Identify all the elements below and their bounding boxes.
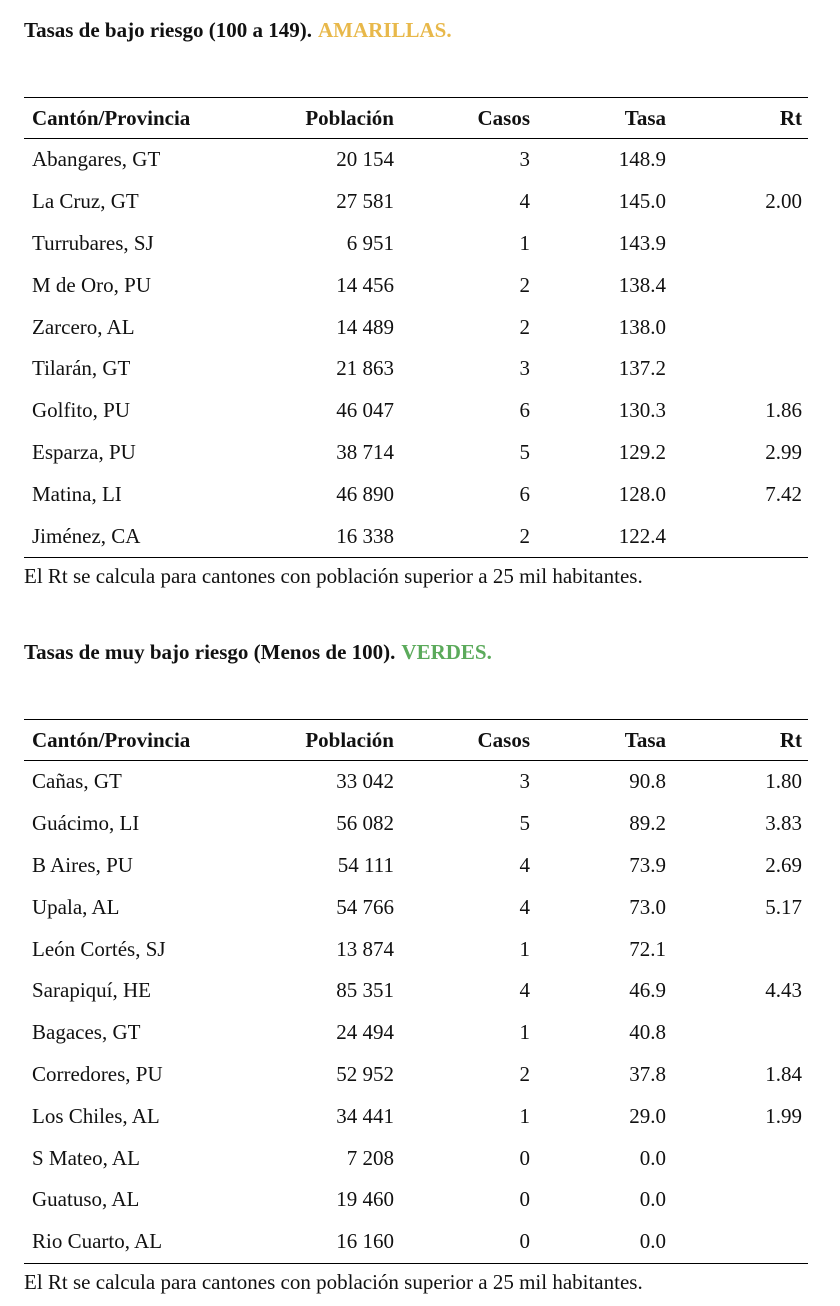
table-row: [24, 928, 808, 970]
cases-cell: 5: [519, 811, 530, 836]
cases-cell: 3: [519, 147, 530, 172]
table-footnote: El Rt se calcula para cantones con población superior a 25 mil habitantes.: [24, 1269, 643, 1294]
column-header-rate: Tasa: [624, 727, 666, 752]
cases-cell: 4: [519, 852, 530, 877]
table-row: [24, 803, 808, 845]
cases-cell: 1: [519, 230, 530, 255]
cases-cell: 4: [519, 894, 530, 919]
rt-cell: 1.99: [765, 1103, 802, 1128]
canton-cell: Tilarán, GT: [32, 356, 131, 381]
table-row: [24, 390, 808, 432]
rate-cell: 29.0: [629, 1103, 666, 1128]
rate-cell: 143.9: [618, 230, 666, 255]
cases-cell: 5: [519, 439, 530, 464]
table-row: [24, 1054, 808, 1096]
table-row: [24, 139, 808, 181]
rate-cell: 73.0: [629, 894, 666, 919]
rate-cell: 122.4: [618, 523, 666, 548]
table-row: [24, 348, 808, 390]
rt-cell: 5.17: [765, 894, 802, 919]
cases-cell: 3: [519, 356, 530, 381]
rate-cell: 40.8: [629, 1020, 666, 1045]
canton-cell: Jiménez, CA: [32, 523, 141, 548]
table-row: [24, 761, 808, 803]
canton-cell: La Cruz, GT: [32, 189, 139, 214]
column-header-rt: Rt: [779, 727, 802, 752]
cases-cell: 6: [519, 398, 530, 423]
column-header-population: Población: [305, 105, 394, 130]
rate-cell: 128.0: [618, 481, 666, 506]
table-row: [24, 1012, 808, 1054]
canton-cell: S Mateo, AL: [32, 1145, 140, 1170]
cases-cell: 4: [519, 978, 530, 1003]
rate-cell: 89.2: [629, 811, 666, 836]
rate-cell: 90.8: [629, 769, 666, 794]
rate-cell: 145.0: [618, 189, 666, 214]
cases-cell: 2: [519, 523, 530, 548]
canton-cell: Turrubares, SJ: [32, 230, 154, 255]
canton-cell: Sarapiquí, HE: [32, 978, 151, 1003]
very-low-risk-table: [24, 719, 808, 1295]
risk-color-tag: VERDES.: [401, 640, 492, 664]
canton-cell: Los Chiles, AL: [32, 1103, 160, 1128]
table-bottom-rule: [24, 557, 808, 558]
table-row: [24, 264, 808, 306]
rt-cell: 7.42: [765, 481, 802, 506]
rt-cell: 2.00: [765, 189, 802, 214]
table-row: [24, 1095, 808, 1137]
column-header-population: Población: [305, 727, 394, 752]
table-row: [24, 886, 808, 928]
table-row: [24, 306, 808, 348]
canton-cell: Matina, LI: [32, 481, 122, 506]
canton-cell: León Cortés, SJ: [32, 936, 166, 961]
section-heading-low-risk: [24, 18, 452, 43]
rate-cell: 137.2: [618, 356, 666, 381]
population-cell: 54 766: [336, 894, 394, 919]
section-title: Tasas de bajo riesgo (100 a 149).: [24, 18, 312, 42]
population-cell: 7 208: [346, 1145, 394, 1170]
cases-cell: 2: [519, 314, 530, 339]
cases-cell: 2: [519, 1061, 530, 1086]
population-cell: 6 951: [346, 230, 394, 255]
column-header-rate: Tasa: [624, 105, 666, 130]
rt-cell: 4.43: [765, 978, 802, 1003]
canton-cell: M de Oro, PU: [32, 272, 151, 297]
table-row: [24, 1137, 808, 1179]
section-title: Tasas de muy bajo riesgo (Menos de 100).: [24, 640, 396, 664]
canton-cell: Esparza, PU: [32, 439, 136, 464]
cases-cell: 0: [519, 1187, 530, 1212]
table-row: [24, 970, 808, 1012]
population-cell: 16 338: [336, 523, 394, 548]
table-row: [24, 1179, 808, 1221]
cases-cell: 0: [519, 1145, 530, 1170]
rt-cell: 1.86: [765, 398, 802, 423]
table-footnote: El Rt se calcula para cantones con población superior a 25 mil habitantes.: [24, 563, 643, 588]
column-header-cases: Casos: [477, 105, 530, 130]
canton-cell: Cañas, GT: [32, 769, 122, 794]
column-header-canton: Cantón/Provincia: [32, 105, 191, 130]
canton-cell: Abangares, GT: [32, 147, 161, 172]
low-risk-table: [24, 97, 808, 589]
population-cell: 24 494: [336, 1020, 394, 1045]
population-cell: 38 714: [336, 439, 394, 464]
canton-cell: B Aires, PU: [32, 852, 133, 877]
canton-cell: Corredores, PU: [32, 1061, 163, 1086]
table-row: [24, 515, 808, 557]
canton-cell: Guatuso, AL: [32, 1187, 140, 1212]
rate-cell: 72.1: [629, 936, 666, 961]
population-cell: 46 890: [336, 481, 394, 506]
rt-cell: 2.69: [765, 852, 802, 877]
rate-cell: 0.0: [639, 1187, 666, 1212]
population-cell: 27 581: [336, 189, 394, 214]
rt-cell: 1.84: [765, 1061, 802, 1086]
rt-cell: 2.99: [765, 439, 802, 464]
rate-cell: 138.4: [618, 272, 666, 297]
table-row: [24, 1221, 808, 1263]
cases-cell: 4: [519, 189, 530, 214]
table-header-row: [24, 720, 808, 760]
cases-cell: 2: [519, 272, 530, 297]
canton-cell: Upala, AL: [32, 894, 120, 919]
population-cell: 21 863: [336, 356, 394, 381]
cases-cell: 1: [519, 1020, 530, 1045]
rate-cell: 0.0: [639, 1229, 666, 1254]
canton-cell: Bagaces, GT: [32, 1020, 141, 1045]
table-row: [24, 432, 808, 474]
rate-cell: 37.8: [629, 1061, 666, 1086]
population-cell: 34 441: [336, 1103, 394, 1128]
rate-cell: 73.9: [629, 852, 666, 877]
rate-cell: 148.9: [618, 147, 666, 172]
column-header-rt: Rt: [779, 105, 802, 130]
canton-cell: Guácimo, LI: [32, 811, 140, 836]
population-cell: 85 351: [336, 978, 394, 1003]
cases-cell: 0: [519, 1229, 530, 1254]
population-cell: 46 047: [336, 398, 394, 423]
population-cell: 19 460: [336, 1187, 394, 1212]
population-cell: 13 874: [336, 936, 394, 961]
population-cell: 33 042: [336, 769, 394, 794]
cases-cell: 1: [519, 1103, 530, 1128]
population-cell: 56 082: [336, 811, 394, 836]
table-bottom-rule: [24, 1263, 808, 1264]
rate-cell: 0.0: [639, 1145, 666, 1170]
population-cell: 20 154: [336, 147, 394, 172]
population-cell: 54 111: [337, 852, 394, 877]
table-row: [24, 473, 808, 515]
table-row: [24, 181, 808, 223]
cases-cell: 6: [519, 481, 530, 506]
rate-cell: 46.9: [629, 978, 666, 1003]
canton-cell: Rio Cuarto, AL: [32, 1229, 163, 1254]
rate-cell: 129.2: [618, 439, 666, 464]
rt-cell: 3.83: [765, 811, 802, 836]
column-header-canton: Cantón/Provincia: [32, 727, 191, 752]
table-row: [24, 223, 808, 265]
table-row: [24, 845, 808, 887]
column-header-cases: Casos: [477, 727, 530, 752]
population-cell: 14 489: [336, 314, 394, 339]
population-cell: 52 952: [336, 1061, 394, 1086]
rate-cell: 130.3: [618, 398, 666, 423]
population-cell: 14 456: [336, 272, 394, 297]
cases-cell: 1: [519, 936, 530, 961]
canton-cell: Golfito, PU: [32, 398, 131, 423]
rt-cell: 1.80: [765, 769, 802, 794]
cases-cell: 3: [519, 769, 530, 794]
population-cell: 16 160: [336, 1229, 394, 1254]
canton-cell: Zarcero, AL: [32, 314, 135, 339]
rate-cell: 138.0: [618, 314, 666, 339]
risk-color-tag: AMARILLAS.: [317, 18, 452, 42]
table-header-row: [24, 98, 808, 138]
section-heading-very-low-risk: [24, 640, 492, 665]
